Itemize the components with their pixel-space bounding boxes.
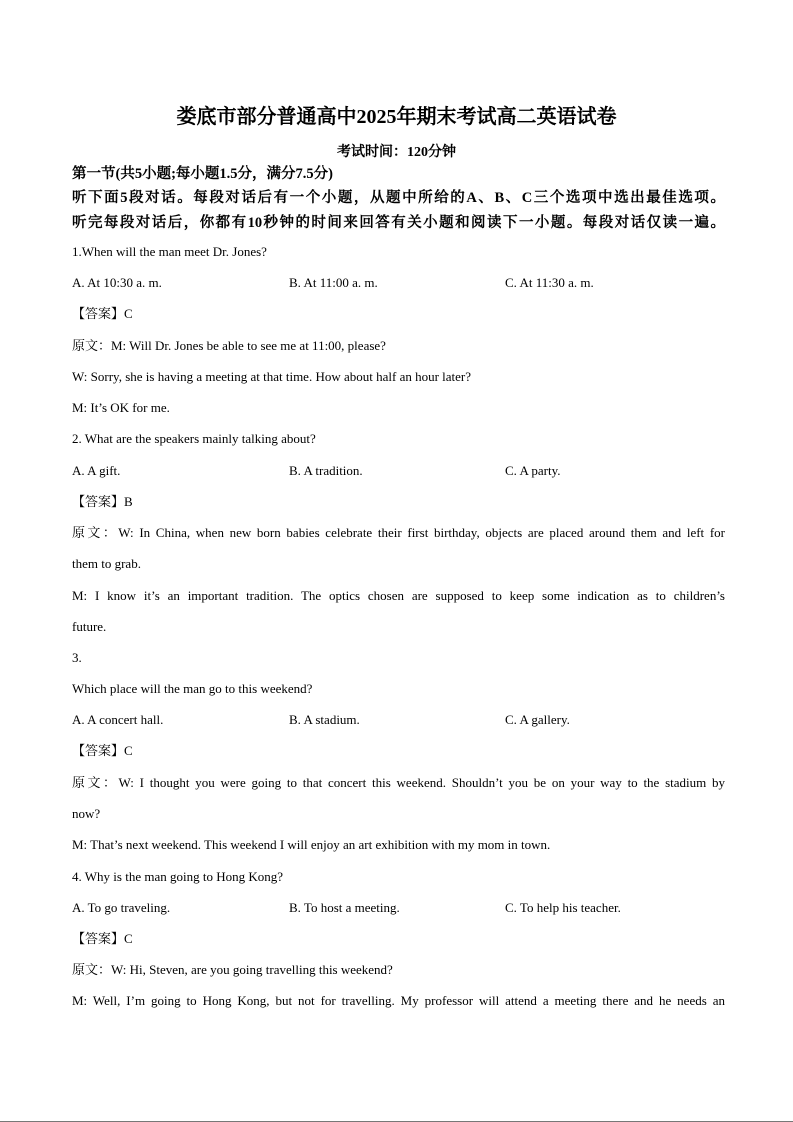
question-4-transcript-line: M: Well, I’m going to Hong Kong, but not for travelling. My professor will attend a meeting there and he needs an — [72, 993, 725, 1008]
question-4-stem: 4. Why is the man going to Hong Kong? — [72, 869, 283, 884]
question-1-transcript-line: 原文：M: Will Dr. Jones be able to see me at 11:00, please? — [72, 338, 386, 353]
question-2-transcript-line: future. — [72, 619, 107, 634]
question-3-transcript-line: 原文：W: I thought you were going to that concert this weekend. Shouldn’t you be on your way to the stadium by — [72, 775, 725, 790]
question-3-option-b: B. A stadium. — [289, 712, 360, 727]
question-3-transcript-line: now? — [72, 806, 101, 821]
section-instructions-line-1: 听下面5段对话。每段对话后有一个小题，从题中所给的A、B、C三个选项中选出最佳选项。 — [72, 190, 725, 206]
section-instructions-line-2: 听完每段对话后，你都有10秒钟的时间来回答有关小题和阅读下一小题。每段对话仅读一遍。 — [72, 215, 725, 231]
question-3-answer: 【答案】C — [72, 743, 133, 758]
question-1-option-b: B. At 11:00 a. m. — [289, 275, 378, 290]
question-1-stem: 1.When will the man meet Dr. Jones? — [72, 244, 267, 259]
question-2-transcript-line: them to grab. — [72, 556, 141, 571]
question-3-option-c: C. A gallery. — [505, 712, 570, 727]
question-4-transcript-line: 原文：W: Hi, Steven, are you going travelling this weekend? — [72, 962, 393, 977]
question-4-option-a: A. To go traveling. — [72, 900, 171, 915]
question-2-option-a: A. A gift. — [72, 463, 121, 478]
question-1-transcript-line: W: Sorry, she is having a meeting at that time. How about half an hour later? — [72, 369, 472, 384]
question-1-transcript-line: M: It’s OK for me. — [72, 400, 170, 415]
question-1-option-a: A. At 10:30 a. m. — [72, 275, 162, 290]
question-2-option-c: C. A party. — [505, 463, 561, 478]
question-3-stem: Which place will the man go to this weekend? — [72, 681, 313, 696]
question-4-option-c: C. To help his teacher. — [505, 900, 621, 915]
question-2-option-b: B. A tradition. — [289, 463, 363, 478]
question-2-stem: 2. What are the speakers mainly talking about? — [72, 431, 316, 446]
exam-title: 娄底市部分普通高中2025年期末考试高二英语试卷 — [176, 106, 617, 128]
question-4-option-b: B. To host a meeting. — [289, 900, 400, 915]
exam-time: 考试时间：120分钟 — [337, 145, 456, 160]
question-2-answer: 【答案】B — [72, 494, 133, 509]
question-3-option-a: A. A concert hall. — [72, 712, 164, 727]
question-3-number: 3. — [72, 650, 82, 665]
question-1-answer: 【答案】C — [72, 306, 133, 321]
question-4-answer: 【答案】C — [72, 931, 133, 946]
question-2-transcript-line: M: I know it’s an important tradition. The optics chosen are supposed to keep some indication as to children’s — [72, 588, 725, 603]
question-3-transcript-line: M: That’s next weekend. This weekend I will enjoy an art exhibition with my mom in town. — [72, 837, 551, 852]
section-heading: 第一节(共5小题;每小题1.5分，满分7.5分) — [72, 166, 333, 182]
question-1-option-c: C. At 11:30 a. m. — [505, 275, 594, 290]
question-2-transcript-line: 原文：W: In China, when new born babies celebrate their first birthday, objects are placed around them and left for — [72, 525, 725, 540]
